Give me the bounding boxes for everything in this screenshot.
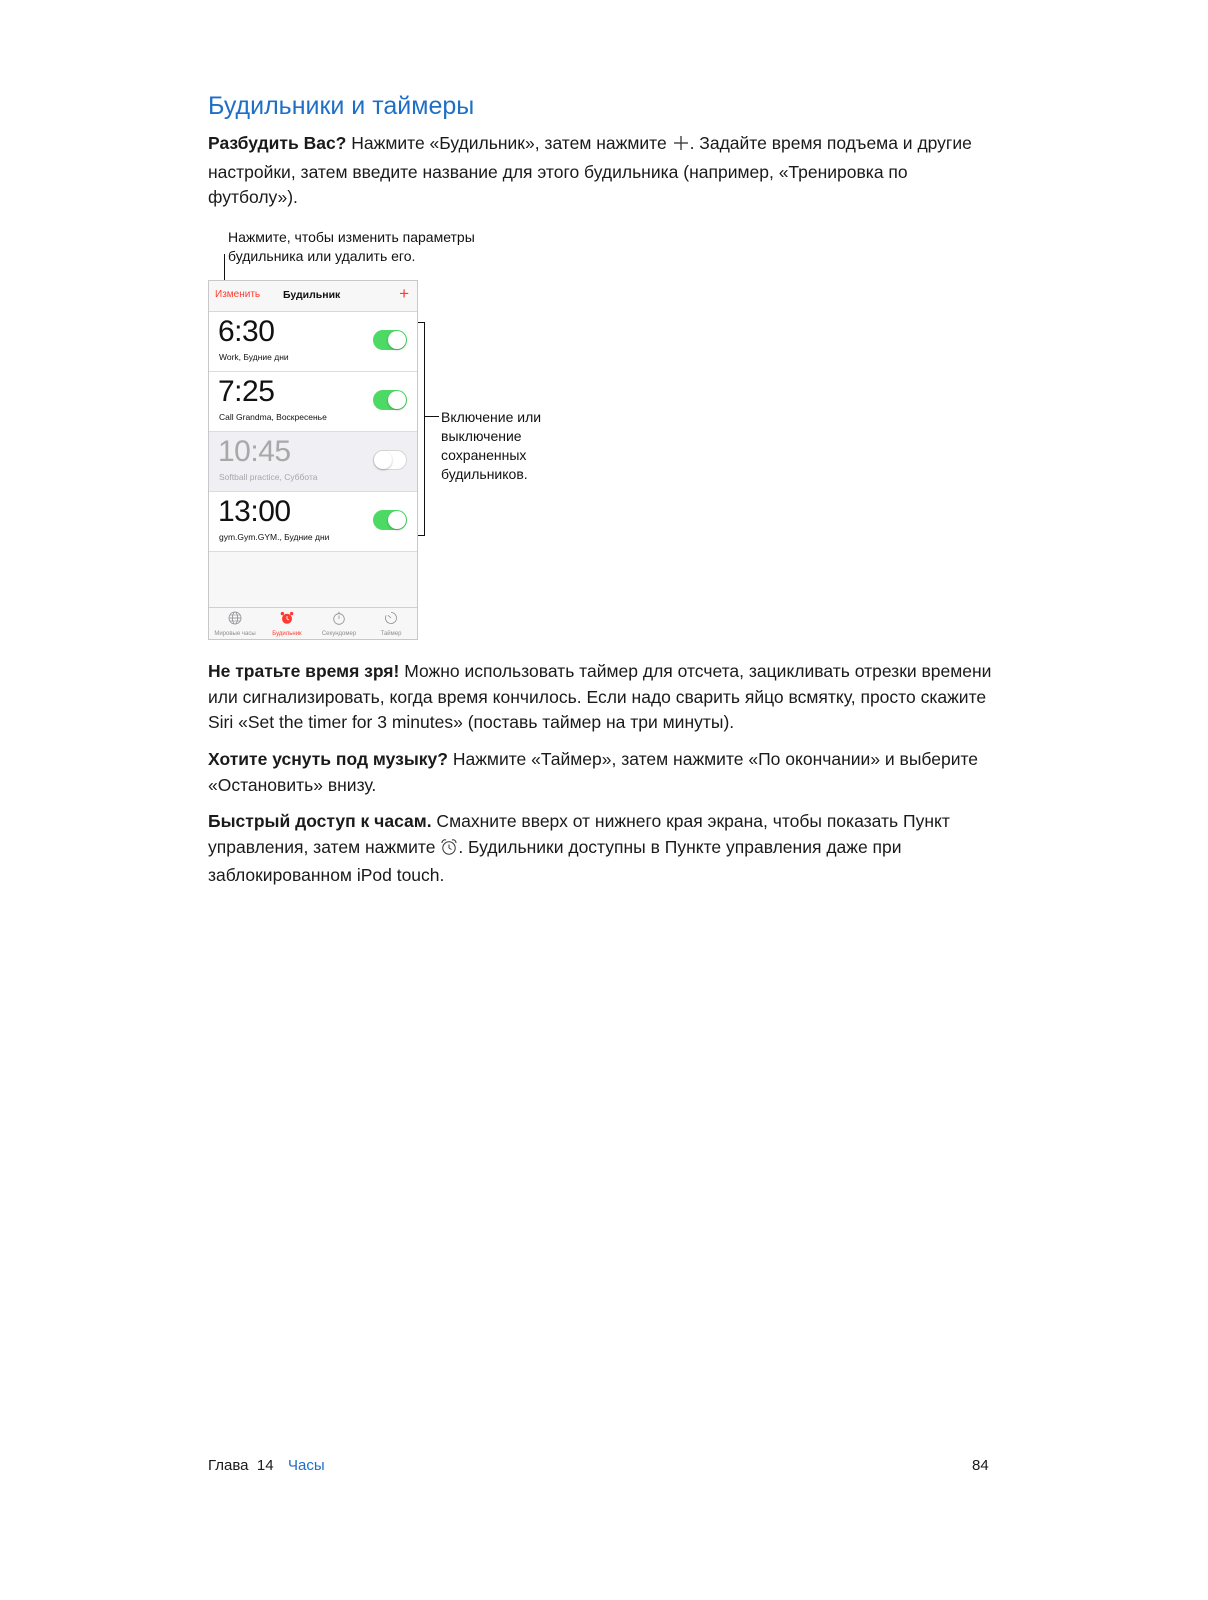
plus-icon	[672, 134, 690, 160]
alarm-time: 10:45	[218, 435, 291, 468]
intro-bold: Разбудить Вас?	[208, 133, 347, 153]
footer-chapter: Глава 14	[208, 1457, 274, 1474]
tab-label: Секундомер	[321, 631, 357, 637]
alarm-row[interactable]	[209, 372, 417, 432]
alarm-row[interactable]	[209, 432, 417, 492]
sleep-text: Нажмите «Таймер», затем нажмите «По окончании» и выберите «Остановить» внизу.	[208, 749, 979, 795]
tab-timer[interactable]	[365, 608, 417, 639]
add-alarm-button[interactable]: +	[399, 284, 409, 303]
toggle-knob	[388, 391, 406, 409]
tab-stopwatch[interactable]	[313, 608, 365, 639]
alarm-time: 13:00	[218, 495, 291, 528]
tab-label: Будильник	[272, 631, 302, 637]
tab-label: Мировые часы	[214, 631, 256, 637]
page-title: Будильники и таймеры	[208, 92, 475, 120]
callout-edit: Нажмите, чтобы изменить параметры будильника или удалить его.	[228, 229, 475, 264]
toggle-knob	[388, 511, 406, 529]
alarm-time: 6:30	[218, 315, 275, 348]
quick-access-text-1: Смахните вверх от нижнего края экрана, чтобы показать Пункт управления, затем нажмите	[208, 811, 950, 857]
navigation-bar	[209, 281, 417, 312]
alarm-label: Work, Будние дни	[219, 352, 289, 362]
timer-text: Можно использовать таймер для отсчета, зацикливать отрезки времени или сигнализировать, когда время кончилось. Если надо сварить яйцо всмятку, просто скажите Siri «Set the timer for 3 minutes» (поставь таймер на три минуты).	[208, 661, 992, 732]
globe-icon	[209, 611, 261, 630]
alarm-toggle[interactable]	[373, 390, 407, 410]
quick-access-text-2: . Будильники доступны в Пункте управления даже при заблокированном iPod touch.	[208, 836, 902, 885]
bracket-leader	[425, 416, 439, 417]
alarm-row[interactable]	[209, 312, 417, 372]
alarm-toggle[interactable]	[373, 330, 407, 350]
bracket-vertical	[424, 322, 425, 536]
timer-icon	[365, 611, 417, 630]
callout-toggle: Включение или выключение сохраненных будильников.	[441, 409, 542, 482]
toggle-knob	[374, 451, 392, 469]
intro-paragraph	[208, 131, 998, 211]
alarm-time: 7:25	[218, 375, 275, 408]
footer-section-link[interactable]: Часы	[288, 1457, 325, 1474]
sleep-paragraph	[208, 747, 998, 798]
alarm-toggle[interactable]	[373, 510, 407, 530]
edit-button[interactable]: Изменить	[215, 289, 261, 300]
alarm-list	[209, 312, 417, 552]
alarm-clock-icon	[440, 838, 458, 864]
page-number: 84	[972, 1457, 989, 1474]
nav-title: Будильник	[283, 289, 341, 301]
alarm-label: Call Grandma, Воскресенье	[219, 412, 327, 422]
quick-access-paragraph	[208, 809, 998, 889]
timer-bold: Не тратьте время зря!	[208, 661, 400, 681]
alarm-row[interactable]	[209, 492, 417, 552]
alarm-clock-icon	[261, 611, 313, 630]
intro-text-2: . Задайте время подъема и другие настройки, затем введите название для этого будильника (например, «Тренировка по футболу»).	[208, 133, 972, 207]
timer-paragraph	[208, 659, 998, 736]
tab-world-clock[interactable]	[209, 608, 261, 639]
alarm-toggle[interactable]	[373, 450, 407, 470]
sleep-bold: Хотите уснуть под музыку?	[208, 749, 448, 769]
alarm-label: gym.Gym.GYM., Будние дни	[219, 532, 330, 542]
phone-screenshot	[208, 280, 418, 640]
alarm-label: Softball practice, Суббота	[219, 472, 318, 482]
stopwatch-icon	[313, 611, 365, 630]
tab-bar	[209, 607, 417, 639]
tab-alarm[interactable]	[261, 608, 313, 639]
intro-text-1: Нажмите «Будильник», затем нажмите	[346, 133, 672, 153]
tab-label: Таймер	[380, 631, 402, 637]
toggle-knob	[388, 331, 406, 349]
quick-access-bold: Быстрый доступ к часам.	[208, 811, 432, 831]
